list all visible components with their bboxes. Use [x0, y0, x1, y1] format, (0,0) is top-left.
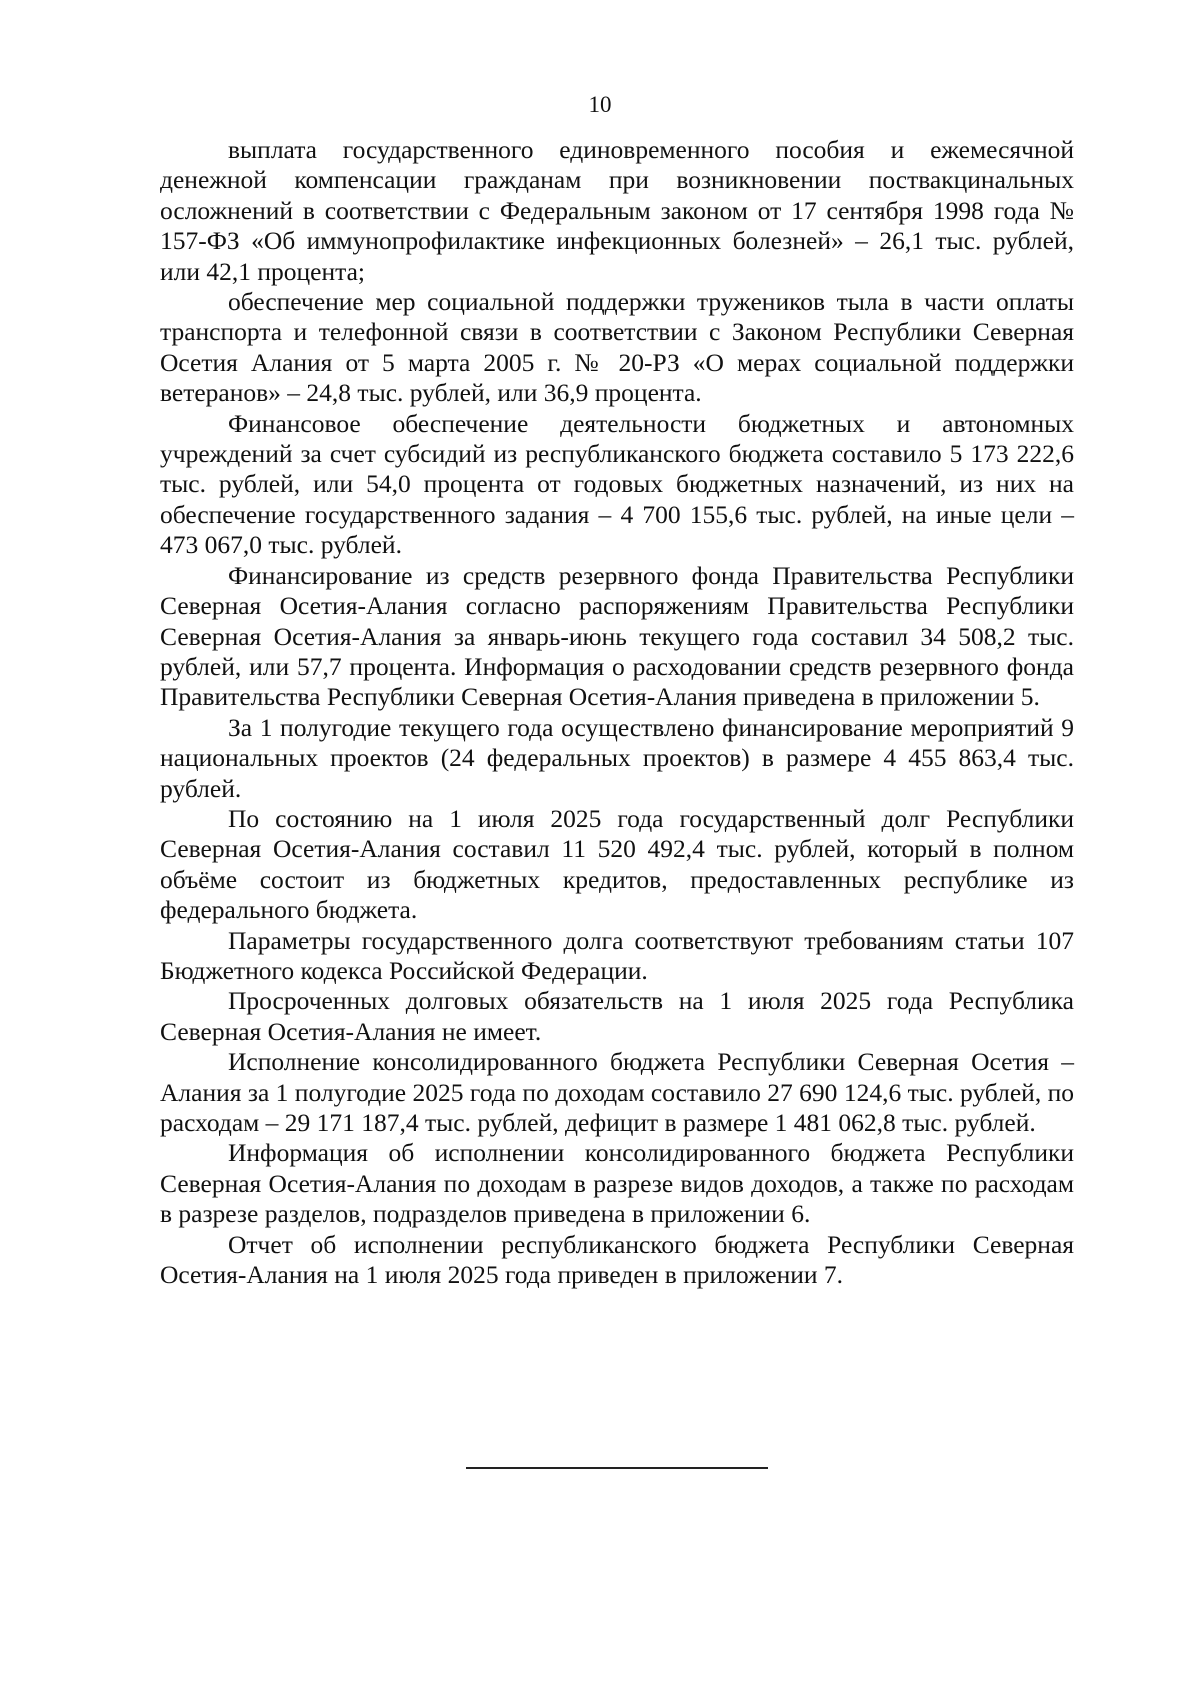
end-divider-line	[466, 1467, 768, 1469]
paragraph-debt-parameters: Параметры государственного долга соответствуют требованиям статьи 107 Бюджетного кодекса Российской Федерации.	[160, 925, 1074, 985]
paragraph-budget-institutions-financing: Финансовое обеспечение деятельности бюджетных и автономных учреждений за счет субсидий из республиканского бюджета составило 5 173 222,6 тыс. рублей, или 54,0 процента от годовых бюджетных назначений, из них на обеспечение государственного задания – 4 700 155,6 тыс. рублей, на иные цели – 473 067,0 тыс. рублей.	[160, 408, 1074, 560]
paragraph-overdue-obligations: Просроченных долговых обязательств на 1 июля 2025 года Республика Северная Осетия-Алания не имеет.	[160, 986, 1074, 1046]
paragraph-postvaccination-compensation: выплата государственного единовременного пособия и ежемесячной денежной компенсации гражданам при возникновении поствакцинальных осложнений в соответствии с Федеральным законом от 17 сентября 1998 года № 157-ФЗ «Об иммунопрофилактике инфекционных болезней» – 26,1 тыс. рублей, или 42,1 процента;	[160, 135, 1074, 286]
page-number: 10	[588, 92, 612, 117]
paragraph-home-front-workers-support: обеспечение мер социальной поддержки тружеников тыла в части оплаты транспорта и телефонной связи в соответствии с Законом Республики Северная Осетия Алания от 5 марта 2005 г. № 20-РЗ «О мерах социальной поддержки ветеранов» – 24,8 тыс. рублей, или 36,9 процента.	[160, 287, 1074, 408]
paragraph-consolidated-budget: Исполнение консолидированного бюджета Республики Северная Осетия – Алания за 1 полугодие 2025 года по доходам составило 27 690 124,6 тыс. рублей, по расходам – 29 171 187,4 тыс. рублей, дефицит в размере 1 481 062,8 тыс. рублей.	[160, 1047, 1074, 1137]
paragraph-report-reference: Отчет об исполнении республиканского бюджета Республики Северная Осетия-Алания на 1 июля 2025 года приведен в приложении 7.	[160, 1229, 1074, 1290]
paragraph-consolidated-budget-info: Информация об исполнении консолидированного бюджета Республики Северная Осетия-Алания по доходам в разрезе видов доходов, а также по расходам в разрезе разделов, подразделов приведена в приложении 6.	[160, 1138, 1074, 1229]
paragraph-state-debt: По состоянию на 1 июля 2025 года государственный долг Республики Северная Осетия-Алания составил 11 520 492,4 тыс. рублей, который в полном объёме состоит из бюджетных кредитов, предоставленных республике из федерального бюджета.	[160, 803, 1074, 925]
paragraph-national-projects: За 1 полугодие текущего года осуществлено финансирование мероприятий 9 национальных проектов (24 федеральных проектов) в размере 4 455 863,4 тыс. рублей.	[160, 712, 1074, 803]
paragraph-reserve-fund: Финансирование из средств резервного фонда Правительства Республики Северная Осетия-Алания согласно распоряжениям Правительства Республики Северная Осетия-Алания за январь-июнь текущего года составил 34 508,2 тыс. рублей, или 57,7 процента. Информация о расходовании средств резервного фонда Правительства Республики Северная Осетия-Алания приведена в приложении 5.	[160, 560, 1074, 712]
document-body	[160, 135, 1074, 1290]
